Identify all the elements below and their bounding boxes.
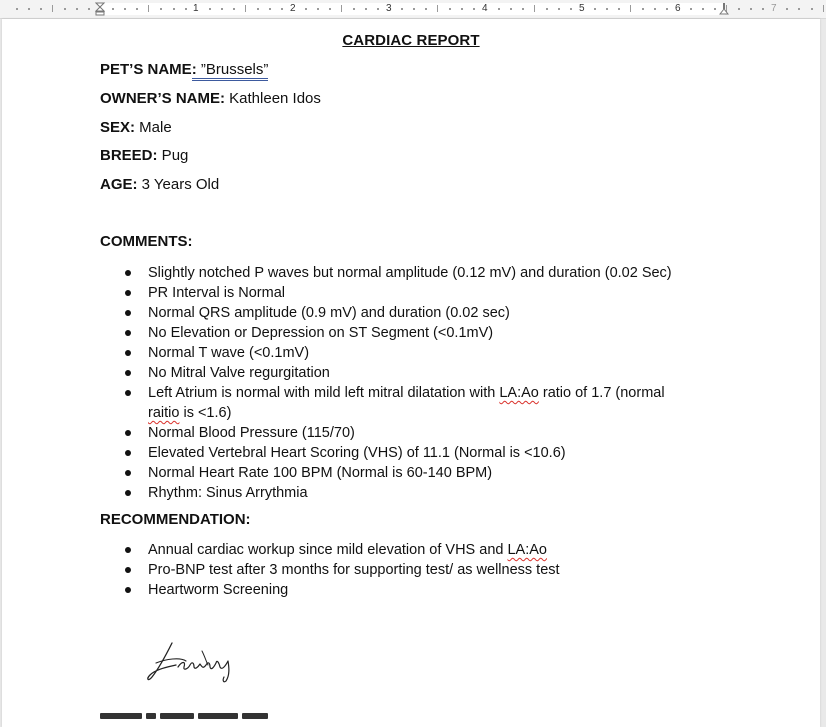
ruler-dot <box>16 8 18 10</box>
ruler-dot <box>112 8 114 10</box>
ruler-number: 1 <box>193 3 199 14</box>
signature-icon <box>142 637 252 685</box>
owner-name-label: OWNER’S NAME: <box>100 90 225 107</box>
age-label: AGE: <box>100 176 138 193</box>
ruler-dot <box>570 8 572 10</box>
ruler-dot <box>654 8 656 10</box>
ruler-dot <box>473 8 475 10</box>
ruler-dot <box>461 8 463 10</box>
ruler-dot <box>714 8 716 10</box>
breed-line <box>100 146 188 166</box>
age-line <box>100 175 219 195</box>
pet-name-value: ”Brussels” <box>196 61 269 78</box>
ruler-dot <box>606 8 608 10</box>
ruler-dot <box>738 8 740 10</box>
ruler-half-tick <box>630 5 631 12</box>
ruler-dot <box>124 8 126 10</box>
spellcheck-flag[interactable]: LA:Ao <box>507 542 547 558</box>
recommendation-heading: RECOMMENDATION: <box>100 511 251 528</box>
comments-heading: COMMENTS: <box>100 233 193 250</box>
ruler-dot <box>498 8 500 10</box>
ruler-number: 4 <box>482 3 488 14</box>
ruler-dot <box>329 8 331 10</box>
ruler-dot <box>185 8 187 10</box>
list-item: Rhythm: Sinus Arrythmia <box>100 483 720 503</box>
document-page[interactable] <box>2 19 820 727</box>
sex-label: SEX: <box>100 119 136 136</box>
age-value: 3 Years Old <box>137 176 220 193</box>
ruler-dot <box>425 8 427 10</box>
ruler-dot <box>558 8 560 10</box>
sex-value: Male <box>135 119 172 136</box>
ruler-number: 3 <box>386 3 392 14</box>
ruler-half-tick <box>341 5 342 12</box>
ruler-dot <box>642 8 644 10</box>
list-item-text: is <1.6) <box>179 405 232 421</box>
ruler-half-tick <box>823 5 824 12</box>
pet-name-value-flagged[interactable] <box>192 61 269 81</box>
ruler-dot <box>365 8 367 10</box>
ruler-half-tick <box>437 5 438 12</box>
ruler-dot <box>666 8 668 10</box>
ruler-dot <box>811 8 813 10</box>
list-item-text: Left Atrium is normal with mild left mitral dilatation with <box>148 385 500 401</box>
ruler-dot <box>160 8 162 10</box>
comments-list <box>100 263 720 503</box>
ruler-half-tick <box>534 5 535 12</box>
ruler-dot <box>28 8 30 10</box>
list-item: Heartworm Screening <box>100 580 720 600</box>
pet-name-label: PET’S NAME <box>100 61 192 78</box>
ruler-half-tick <box>245 5 246 12</box>
ruler-dot <box>690 8 692 10</box>
ruler-dot <box>401 8 403 10</box>
owner-name-value: Kathleen Idos <box>225 90 321 107</box>
indent-marker-icon[interactable] <box>95 2 105 16</box>
ruler-dot <box>76 8 78 10</box>
list-item: Normal QRS amplitude (0.9 mV) and duration (0.02 sec) <box>100 303 720 323</box>
horizontal-ruler[interactable] <box>0 0 826 19</box>
list-item <box>100 540 720 560</box>
owner-name-line <box>100 89 321 109</box>
ruler-dot <box>353 8 355 10</box>
ruler-number: 6 <box>675 3 681 14</box>
ruler-dot <box>136 8 138 10</box>
ruler-dot <box>64 8 66 10</box>
ruler-dot <box>377 8 379 10</box>
spellcheck-flag[interactable]: raitio <box>148 405 180 421</box>
right-indent-marker-icon[interactable] <box>719 2 729 16</box>
list-item: No Elevation or Depression on ST Segment (<0.1mV) <box>100 323 720 343</box>
ruler-dot <box>702 8 704 10</box>
ruler-dot <box>40 8 42 10</box>
list-item: Normal Heart Rate 100 BPM (Normal is 60-140 BPM) <box>100 463 720 483</box>
ruler-dot <box>798 8 800 10</box>
ruler-dot <box>786 8 788 10</box>
pet-name-line <box>100 60 268 80</box>
ruler-dot <box>413 8 415 10</box>
breed-value: Pug <box>157 147 189 164</box>
ruler-number: 5 <box>579 3 585 14</box>
ruler-dot <box>317 8 319 10</box>
spellcheck-flag[interactable]: LA:Ao <box>499 385 539 401</box>
ruler-dot <box>594 8 596 10</box>
list-item-text: ratio of 1.7 (normal <box>538 385 665 401</box>
list-item <box>100 383 720 423</box>
ruler-dot <box>221 8 223 10</box>
cut-off-text-line <box>100 713 300 719</box>
list-item-text: Annual cardiac workup since mild elevation of VHS and <box>148 542 508 558</box>
ruler-dot <box>257 8 259 10</box>
pet-name-colon: : <box>191 61 197 78</box>
breed-label: BREED: <box>100 147 158 164</box>
list-item: Pro-BNP test after 3 months for supporting test/ as wellness test <box>100 560 720 580</box>
sex-line <box>100 118 172 138</box>
recommendations-list <box>100 540 720 600</box>
ruler-dot <box>762 8 764 10</box>
ruler-number: 7 <box>771 3 777 14</box>
ruler-dot <box>750 8 752 10</box>
ruler-dot <box>510 8 512 10</box>
ruler-dot <box>449 8 451 10</box>
list-item: Normal Blood Pressure (115/70) <box>100 423 720 443</box>
ruler-dot <box>618 8 620 10</box>
ruler-half-tick <box>148 5 149 12</box>
ruler-dot <box>209 8 211 10</box>
document-title: CARDIAC REPORT <box>342 32 480 49</box>
list-item: Slightly notched P waves but normal amplitude (0.12 mV) and duration (0.02 Sec) <box>100 263 720 283</box>
list-item: Elevated Vertebral Heart Scoring (VHS) of 11.1 (Normal is <10.6) <box>100 443 720 463</box>
ruler-dot <box>522 8 524 10</box>
ruler-dot <box>88 8 90 10</box>
ruler-half-tick <box>52 5 53 12</box>
list-item: PR Interval is Normal <box>100 283 720 303</box>
ruler-number: 2 <box>290 3 296 14</box>
list-item: No Mitral Valve regurgitation <box>100 363 720 383</box>
ruler-dot <box>269 8 271 10</box>
ruler-dot <box>281 8 283 10</box>
ruler-dot <box>173 8 175 10</box>
ruler-dot <box>305 8 307 10</box>
list-item: Normal T wave (<0.1mV) <box>100 343 720 363</box>
ruler-dot <box>546 8 548 10</box>
ruler-dot <box>233 8 235 10</box>
